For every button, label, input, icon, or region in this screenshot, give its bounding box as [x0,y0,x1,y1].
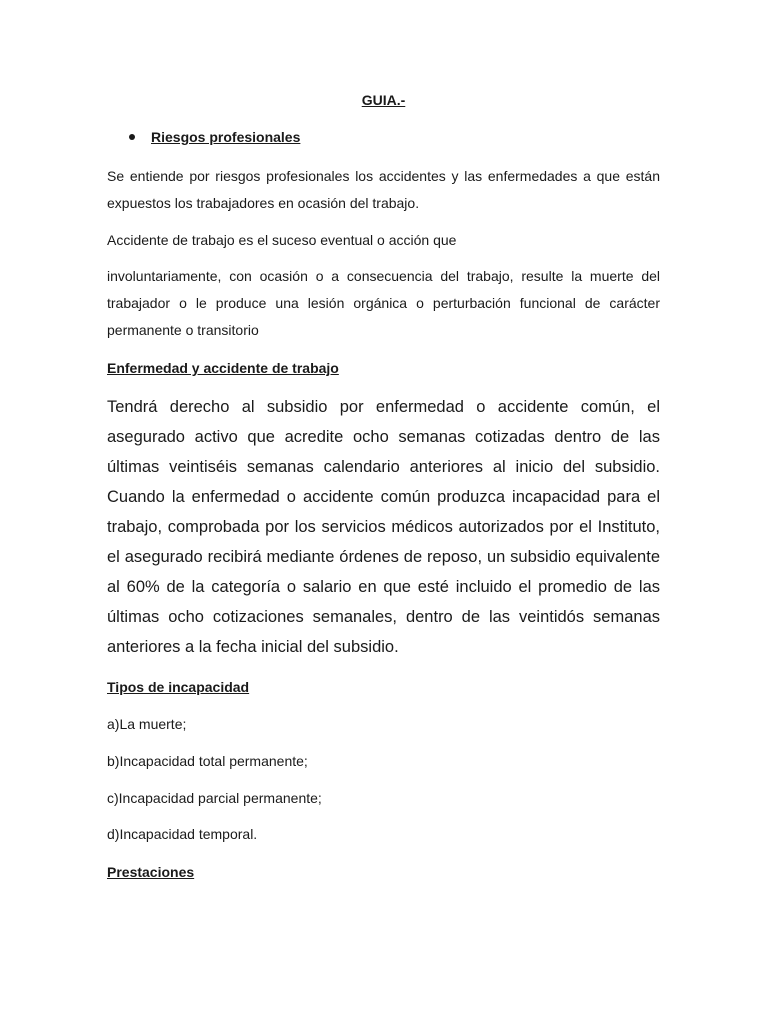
paragraph-definition: Se entiende por riesgos profesionales los accidentes y las enfermedades a que están expuestos los trabajadores en ocasión del trabajo. [107,168,660,211]
heading-enfermedad: Enfermedad y accidente de trabajo [107,360,339,376]
bullet-item-riesgos [129,129,300,145]
list-item-c: c)Incapacidad parcial permanente; [107,790,322,806]
paragraph-accidente: Accidente de trabajo es el suceso eventual o acción que [107,232,457,248]
list-item-d: d)Incapacidad temporal. [107,826,258,842]
list-item-b: b)Incapacidad total permanente; [107,753,308,769]
bullet-icon [129,134,135,140]
document-title: GUIA.- [361,92,406,108]
bullet-label: Riesgos profesionales [151,129,301,145]
paragraph-involuntariamente: involuntariamente, con ocasión o a consecuencia del trabajo, resulte la muerte del trabajador o le produce una lesión orgánica o perturbación funcional de carácter permanente o transitorio [107,268,660,338]
list-item-a: a)La muerte; [107,716,187,732]
paragraph-subsidio: Tendrá derecho al subsidio por enfermedad o accidente común, el asegurado activo que acredite ocho semanas cotizadas dentro de las últimas veintiséis semanas calendario anteriores al inicio del subsidio. Cuando la enfermedad o accidente común produzca incapacidad para el trabajo, comprobada por los servicios médicos autorizados por el Instituto, el asegurado recibirá mediante órdenes de reposo, un subsidio equivalente al 60% de la categoría o salario en que esté incluido el promedio de las últimas ocho cotizaciones semanales, dentro de las veintidós semanas anteriores a la fecha inicial del subsidio. [107,398,660,656]
heading-tipos-incapacidad: Tipos de incapacidad [107,679,250,695]
heading-prestaciones: Prestaciones [107,864,195,880]
